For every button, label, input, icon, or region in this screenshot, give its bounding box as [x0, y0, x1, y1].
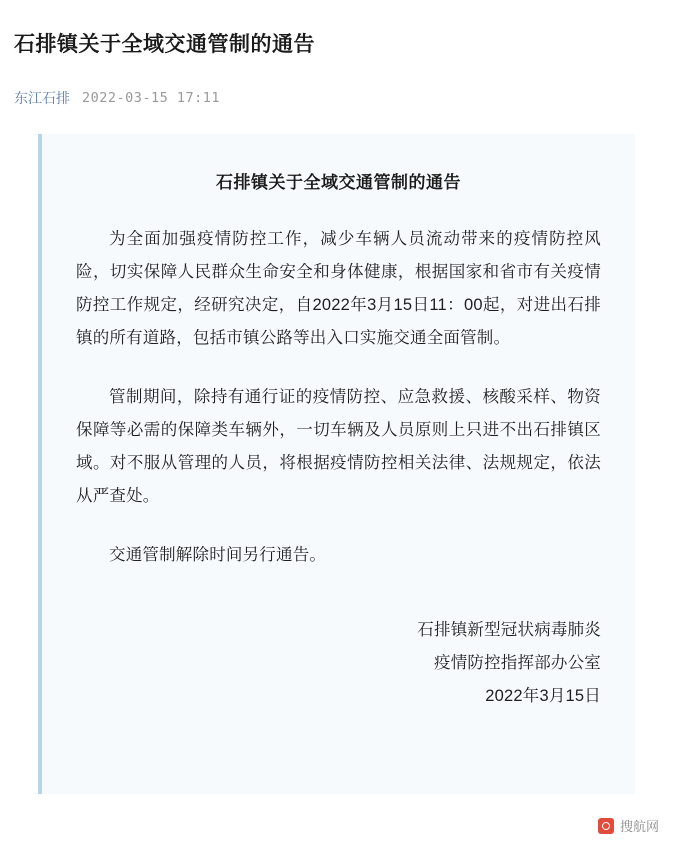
circle-logo-icon — [598, 818, 614, 834]
notice-title: 石排镇关于全域交通管制的通告 — [216, 172, 461, 192]
page-title: 石排镇关于全域交通管制的通告 — [14, 33, 315, 57]
article-page — [0, 14, 673, 845]
notice-paragraph-1: 为全面加强疫情防控工作，减少车辆人员流动带来的疫情防控风险，切实保障人民群众生命安全和身体健康，根据国家和省市有关疫情防控工作规定，经研究决定，自2022年3月15日11：00起，对进出石排镇的所有道路，包括市镇公路等出入口实施交通全面管制。 — [76, 229, 601, 347]
footer-brand[interactable] — [598, 816, 659, 835]
notice-paragraph-2: 管制期间，除持有通行证的疫情防控、应急救援、核酸采样、物资保障等必需的保障类车辆外，一切车辆及人员原则上只进不出石排镇区域。对不服从管理的人员，将根据疫情防控相关法律、法规规定，依法从严查处。 — [76, 387, 601, 505]
signature-line-1: 石排镇新型冠状病毒肺炎 — [417, 620, 601, 639]
notice-paragraph-3: 交通管制解除时间另行通告。 — [109, 545, 327, 564]
notice-card — [38, 134, 635, 794]
notice-signature — [76, 614, 601, 713]
article-meta — [0, 74, 673, 108]
signature-date: 2022年3月15日 — [485, 686, 601, 705]
signature-line-2: 疫情防控指挥部办公室 — [434, 653, 601, 672]
brand-name: 搜航网 — [619, 819, 659, 835]
source-label[interactable]: 东江石排 — [14, 89, 70, 106]
publish-datetime: 2022-03-15 17:11 — [82, 89, 221, 106]
